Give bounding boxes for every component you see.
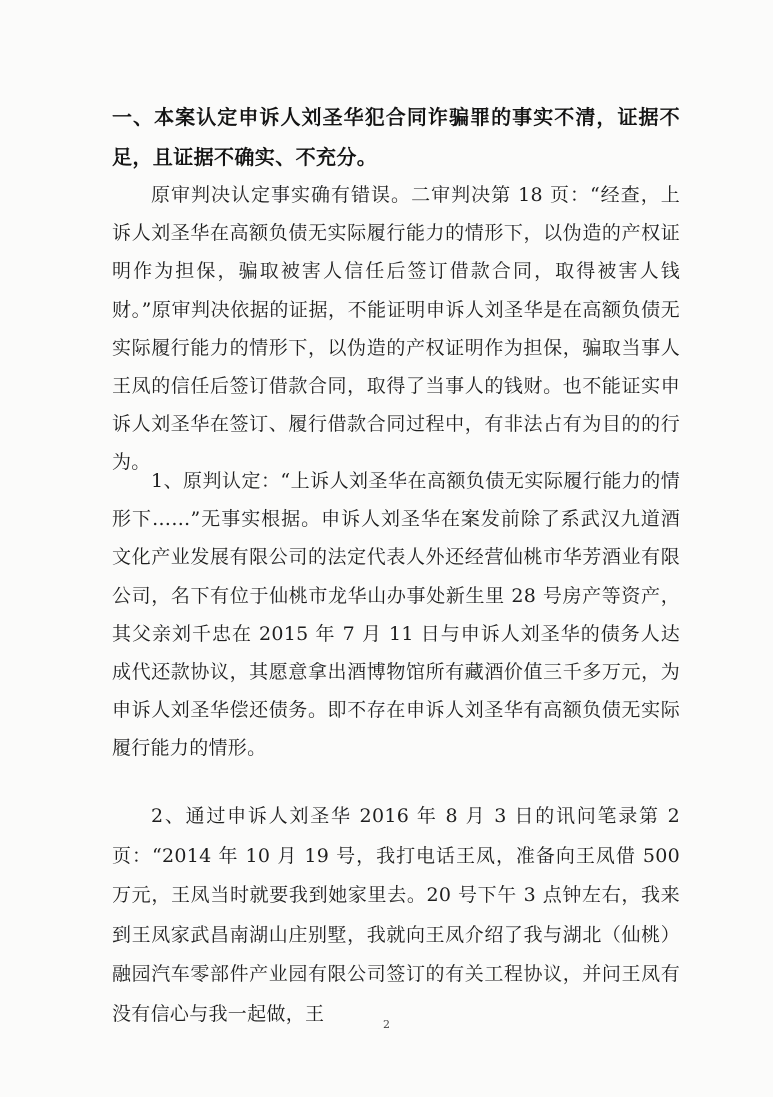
paragraph-point-2: 2、通过申诉人刘圣华 2016 年 8 月 3 日的讯问笔录第 2 页：“2014 年 10 月 19 号，我打电话王凤，准备向王凤借 500 万元，王凤当时就要我到她家里去。20 号下午 3 点钟左右，我来到王凤家武昌南湖山庄别墅，我就向王凤介绍了我与湖北（仙桃）融园汽车零部件产业园有限公司签订的有关工程协议，并问王凤有没有信心与我一起做，王 [112, 805, 680, 1025]
paragraph-original-judgment: 原审判决认定事实确有错误。二审判决第 18 页：“经查，上诉人刘圣华在高额负债无实际履行能力的情形下，以伪造的产权证明作为担保，骗取被害人信任后签订借款合同，取得被害人钱财。”原审判决依据的证据，不能证明申诉人刘圣华是在高额负债无实际履行能力的情形下，以伪造的产权证明作为担保，骗取当事人王凤的信任后签订借款合同，取得了当事人的钱财。也不能证实申诉人刘圣华在签订、履行借款合同过程中，有非法占有为目的的行为。 [112, 184, 680, 474]
page-number: 2 [383, 1018, 390, 1031]
section-heading: 一、本案认定申诉人刘圣华犯合同诈骗罪的事实不清，证据不足，且证据不确实、不充分。 [112, 105, 680, 169]
paragraph-point-1: 1、原判认定：“上诉人刘圣华在高额负债无实际履行能力的情形下……”无事实根据。申诉人刘圣华在案发前除了系武汉九道酒文化产业发展有限公司的法定代表人外还经营仙桃市华芳酒业有限公司，名下有位于仙桃市龙华山办事处新生里 28 号房产等资产，其父亲刘千忠在 2015 年 7 月 11 日与申诉人刘圣华的债务人达成代还款协议，其愿意拿出酒博物馆所有藏酒价值三千多万元，为申诉人刘圣华偿还债务。即不存在申诉人刘圣华有高额负债无实际履行能力的情形。 [112, 470, 680, 760]
